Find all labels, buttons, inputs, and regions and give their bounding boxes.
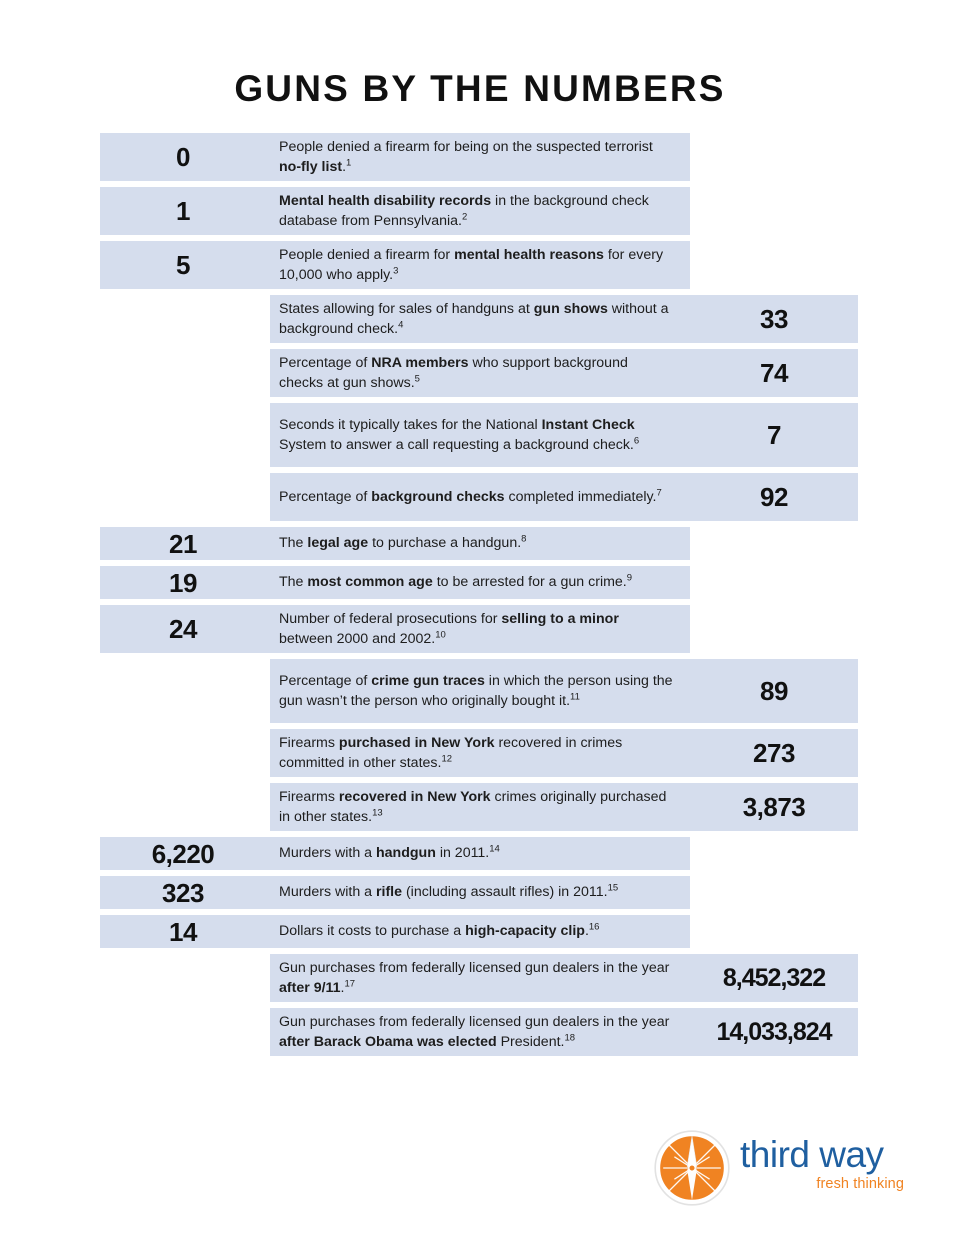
- statistic-description: Gun purchases from federally licensed gun dealers in the year after 9/11.17: [279, 959, 670, 996]
- page-title: GUNS BY THE NUMBERS: [234, 68, 726, 109]
- statistic-number: 74: [760, 358, 788, 388]
- statistic-description: Gun purchases from federally licensed gun dealers in the year after Barack Obama was elected President.$^{18}$: [279, 1013, 670, 1050]
- footnote-marker: 11: [570, 691, 580, 703]
- statistic-row: [0, 783, 960, 831]
- statistic-number: 0: [176, 142, 190, 172]
- statistic-number: 92: [760, 482, 788, 512]
- statistic-number: 14,033,824: [716, 1017, 832, 1046]
- statistic-row: [0, 133, 960, 181]
- statistic-description: Seconds it typically takes for the National Instant Check System to answer a call requesting a background check.$^6$: [279, 416, 640, 453]
- compass-icon: [652, 1128, 732, 1208]
- statistics-list: [0, 133, 960, 1062]
- statistic-number: 273: [753, 738, 795, 768]
- statistic-description: Number of federal prosecutions for selling to a minor between 2000 and 2002.10: [279, 610, 619, 647]
- statistic-number: 1: [176, 196, 190, 226]
- footnote-marker: 9: [626, 572, 633, 584]
- statistic-number: 21: [169, 528, 197, 559]
- statistic-row: [0, 349, 960, 397]
- logo-wordmark: third way: [740, 1134, 884, 1175]
- statistic-description: People denied a firearm for mental health reasons for every 10,000 who apply.$^3$: [279, 246, 664, 283]
- statistic-number: 8,452,322: [722, 963, 826, 992]
- statistic-row: [0, 527, 960, 560]
- statistic-number: 33: [760, 304, 788, 334]
- statistic-description: The most common age to be arrested for a gun crime.$^9$: [279, 572, 633, 591]
- footnote-marker: 6: [633, 435, 640, 447]
- statistic-row: [0, 1008, 960, 1056]
- statistic-number: 14: [169, 916, 197, 947]
- footnote-marker: 3: [393, 265, 399, 277]
- statistic-description: Dollars it costs to purchase a high-capacity clip.$^{16}$: [279, 921, 600, 940]
- footnote-marker: 7: [656, 487, 662, 499]
- footnote-marker: 4: [398, 319, 404, 331]
- statistic-number: 7: [767, 420, 781, 450]
- footnote-marker: 10: [435, 629, 446, 641]
- footnote-marker: 18: [564, 1032, 576, 1044]
- statistic-description: Murders with a handgun in 2011.14: [279, 843, 500, 862]
- statistic-row: [0, 915, 960, 948]
- footnote-marker: 2: [461, 211, 468, 223]
- statistic-row: [0, 403, 960, 467]
- third-way-logo: [652, 1124, 904, 1216]
- statistic-number: 3,873: [742, 792, 806, 822]
- statistic-description: Percentage of background checks completed immediately.$^7$: [279, 487, 662, 505]
- statistic-number: 24: [169, 614, 197, 644]
- statistic-description: Firearms recovered in New York crimes originally purchased in other states.$^{13}$: [279, 788, 667, 825]
- statistic-row: [0, 566, 960, 599]
- statistic-description: States allowing for sales of handguns at gun shows without a background check.$^4$: [279, 300, 669, 337]
- statistic-row: [0, 241, 960, 289]
- statistic-row: [0, 876, 960, 909]
- footnote-marker: 5: [414, 373, 420, 385]
- footnote-marker: 16: [588, 921, 600, 933]
- logo-text-block: [740, 1136, 904, 1192]
- footnote-marker: 14: [489, 843, 500, 855]
- statistic-row: [0, 659, 960, 723]
- statistic-row: [0, 187, 960, 235]
- logo-tagline: fresh thinking: [816, 1176, 904, 1192]
- statistic-description: Mental health disability records in the background check database from Pennsylvania.$^2$: [279, 192, 649, 229]
- statistic-row: [0, 837, 960, 870]
- footnote-marker: 1: [346, 157, 352, 169]
- statistic-number: 19: [169, 567, 197, 598]
- footnote-marker: 8: [521, 533, 527, 545]
- statistic-number: 5: [176, 250, 190, 280]
- statistic-description: Murders with a rifle (including assault rifles) in 2011.15: [279, 882, 619, 901]
- footnote-marker: 12: [441, 753, 453, 765]
- statistic-row: [0, 605, 960, 653]
- footnote-marker: 17: [344, 978, 356, 990]
- statistic-description: The legal age to purchase a handgun.$^8$: [279, 533, 527, 552]
- statistic-description: People denied a firearm for being on the suspected terrorist no-fly list.$^1$: [279, 138, 653, 175]
- statistic-row: [0, 729, 960, 777]
- statistic-number: 89: [760, 676, 788, 706]
- statistic-row: [0, 473, 960, 521]
- statistic-number: 6,220: [151, 838, 215, 869]
- statistic-row: [0, 954, 960, 1002]
- statistic-number: 323: [162, 877, 204, 908]
- statistic-row: [0, 295, 960, 343]
- statistic-description: Firearms purchased in New York recovered in crimes committed in other states.$^{12}$: [279, 734, 623, 771]
- statistic-description: Percentage of crime gun traces in which the person using the gun wasn’t the person who originally bought it.$^{11}$: [279, 672, 673, 709]
- footnote-marker: 13: [372, 807, 383, 819]
- statistic-description: Percentage of NRA members who support background checks at gun shows.$^5$: [279, 354, 628, 391]
- footnote-marker: 15: [607, 882, 619, 894]
